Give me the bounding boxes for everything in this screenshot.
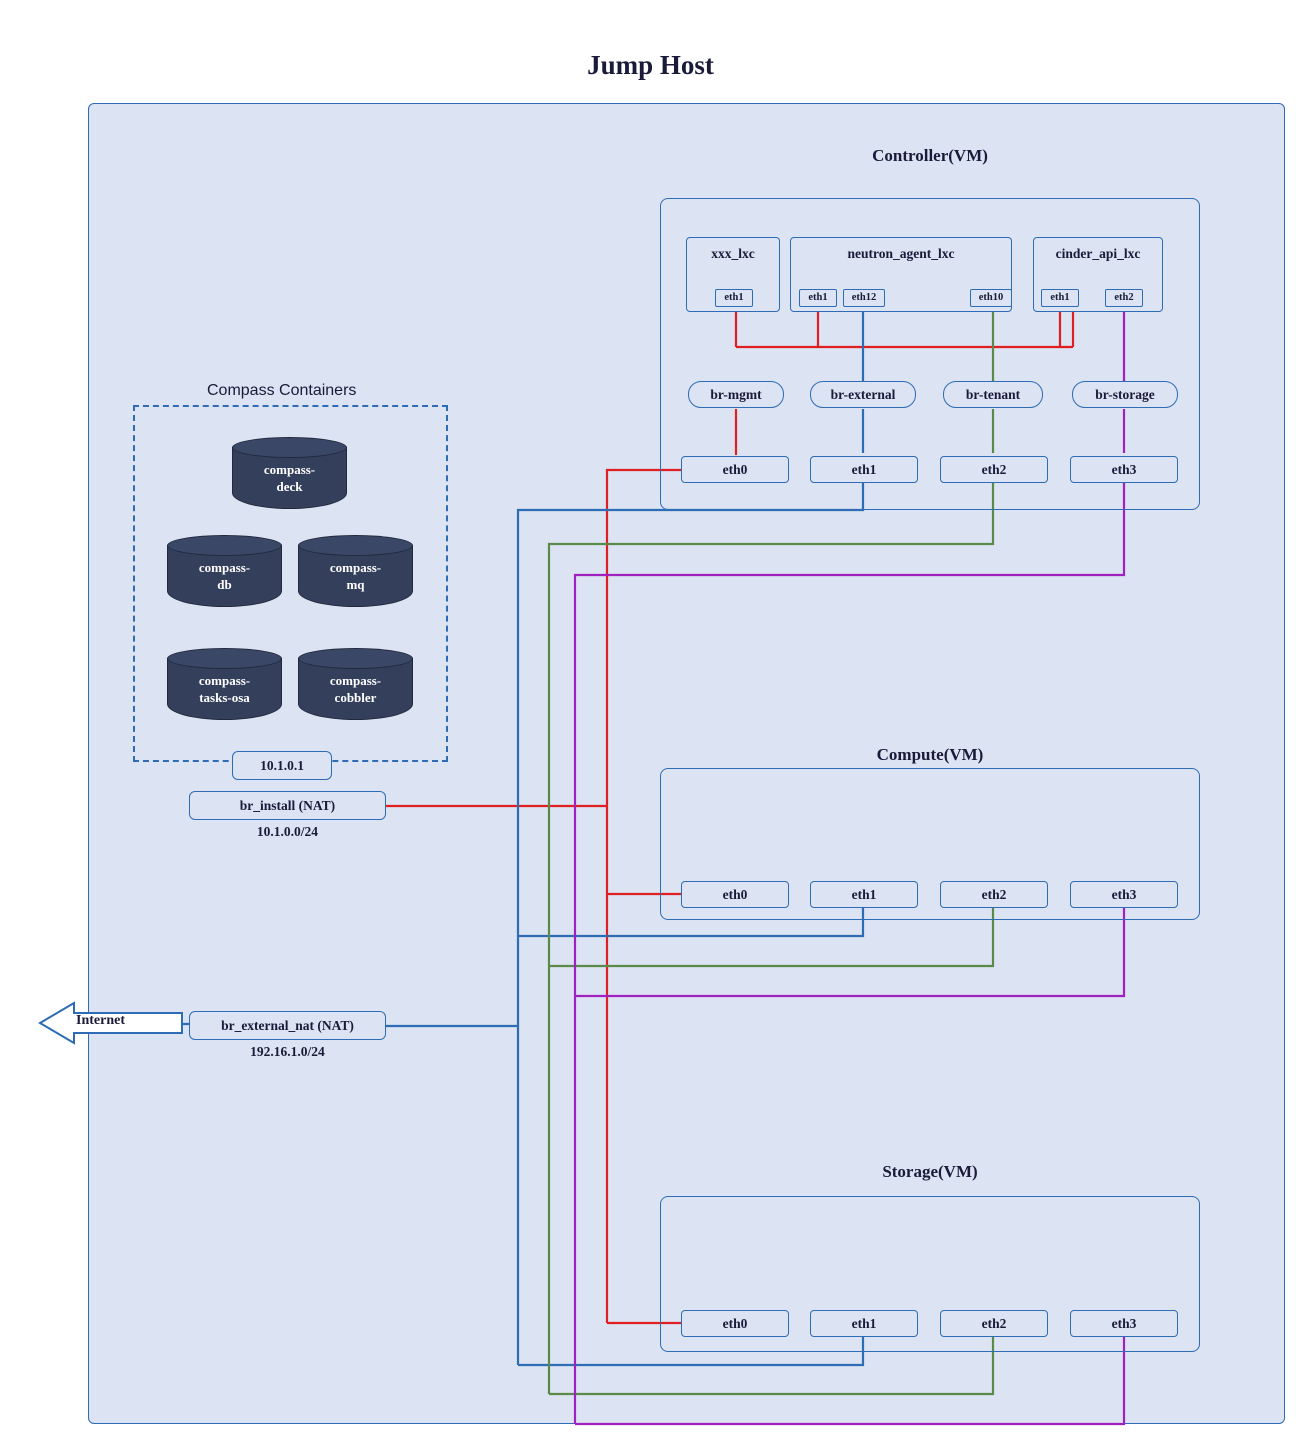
compute-eth1[interactable]: eth1 [810, 881, 918, 908]
page-title: Jump Host [587, 50, 714, 80]
bridge-br-external[interactable]: br-external [810, 381, 916, 408]
controller-eth1[interactable]: eth1 [810, 456, 918, 483]
external-cidr-label: 192.16.1.0/24 [250, 1044, 325, 1059]
compute-vm-title: Compute(VM) [876, 745, 984, 764]
lxc-eth-neutron-eth10[interactable]: eth10 [970, 289, 1012, 307]
container-compass-tasks-osa[interactable] [167, 648, 282, 728]
container-label: compass- cobbler [329, 673, 382, 705]
storage-eth0[interactable]: eth0 [681, 1310, 789, 1337]
storage-eth1[interactable]: eth1 [810, 1310, 918, 1337]
compute-eth3[interactable]: eth3 [1070, 881, 1178, 908]
install-ip-box: 10.1.0.1 [232, 751, 332, 780]
container-label: compass- deck [263, 462, 316, 494]
container-compass-cobbler[interactable] [298, 648, 413, 728]
controller-eth0[interactable]: eth0 [681, 456, 789, 483]
br-install-bridge[interactable]: br_install (NAT) [189, 791, 386, 820]
bridge-br-tenant[interactable]: br-tenant [943, 381, 1043, 408]
compute-eth2[interactable]: eth2 [940, 881, 1048, 908]
lxc-eth-neutron-eth12[interactable]: eth12 [843, 289, 885, 307]
lxc-label-neutron-agent: neutron_agent_lxc [847, 246, 955, 261]
internet-label: Internet [76, 1013, 125, 1028]
cylinder-top [167, 535, 282, 556]
br-external-nat-bridge[interactable]: br_external_nat (NAT) [189, 1011, 386, 1040]
storage-vm-title: Storage(VM) [882, 1162, 978, 1181]
install-cidr-label: 10.1.0.0/24 [256, 824, 319, 839]
storage-eth3[interactable]: eth3 [1070, 1310, 1178, 1337]
container-label: compass- tasks-osa [198, 673, 251, 705]
container-label: compass- mq [329, 560, 382, 592]
controller-eth3[interactable]: eth3 [1070, 456, 1178, 483]
lxc-eth-neutron-eth1[interactable]: eth1 [799, 289, 837, 307]
cylinder-top [167, 648, 282, 669]
lxc-label-xxx: xxx_lxc [711, 246, 755, 261]
container-label: compass- db [198, 560, 251, 592]
bridge-br-storage[interactable]: br-storage [1072, 381, 1178, 408]
cylinder-top [298, 535, 413, 556]
container-compass-deck[interactable] [232, 437, 347, 517]
cylinder-top [232, 437, 347, 458]
bridge-br-mgmt[interactable]: br-mgmt [688, 381, 784, 408]
cylinder-top [298, 648, 413, 669]
lxc-label-cinder-api: cinder_api_lxc [1055, 246, 1141, 261]
container-compass-mq[interactable] [298, 535, 413, 615]
controller-vm-title: Controller(VM) [872, 146, 988, 165]
lxc-eth-xxx-eth1[interactable]: eth1 [715, 289, 753, 307]
storage-eth2[interactable]: eth2 [940, 1310, 1048, 1337]
lxc-eth-cinder-eth2[interactable]: eth2 [1105, 289, 1143, 307]
compass-containers-title: Compass Containers [207, 382, 357, 399]
controller-eth2[interactable]: eth2 [940, 456, 1048, 483]
container-compass-db[interactable] [167, 535, 282, 615]
lxc-eth-cinder-eth1[interactable]: eth1 [1041, 289, 1079, 307]
compute-eth0[interactable]: eth0 [681, 881, 789, 908]
